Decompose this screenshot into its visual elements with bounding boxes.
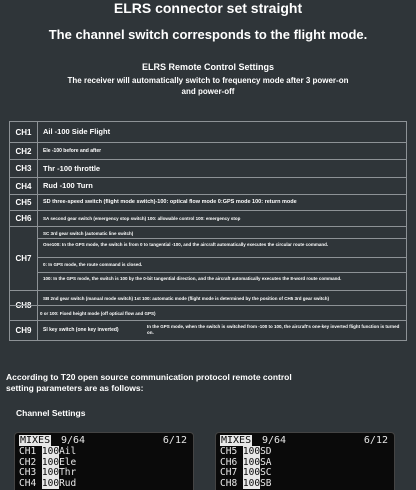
count-indicator: 6/12	[162, 435, 187, 446]
channel-label: CH4	[10, 178, 38, 194]
mix-channel: CH1	[19, 446, 37, 457]
count-indicator: 6/12	[363, 435, 388, 446]
channel-desc: SI key switch (one key inverted)	[43, 327, 119, 333]
channel-desc: Rud -100 Turn	[43, 181, 93, 190]
channel-label: CH2	[10, 143, 38, 159]
channel-label: CH8	[10, 291, 38, 320]
mix-name: Ele	[59, 456, 77, 468]
section-title: ELRS Remote Control Settings	[141, 62, 274, 72]
mix-value: 100	[242, 477, 261, 489]
mix-row	[19, 479, 76, 490]
mixes-label: MIXES	[221, 435, 252, 446]
page-subtitle: The channel switch corresponds to the flight mode.	[48, 27, 368, 42]
channel-sub-row	[38, 257, 406, 272]
page-indicator: 9/64	[61, 435, 86, 446]
channel-label: CH6	[10, 211, 38, 226]
transmitter-screen-right	[215, 432, 395, 490]
mix-name: SB	[260, 477, 272, 489]
page-indicator: 9/64	[262, 435, 287, 446]
mix-name: SA	[260, 456, 272, 468]
mix-name: Rud	[59, 477, 77, 489]
mix-channel: CH2	[19, 456, 37, 468]
protocol-note: According to T20 open source communication protocol remote control setting parameters are as follows:	[6, 372, 292, 393]
table-row	[10, 226, 406, 290]
mix-channel: CH3	[19, 467, 37, 478]
channel-desc-detail: In the GPS mode, when the switch is switched from -100 to 100, the aircraft's one-key inverted flight function is turned on.	[147, 324, 400, 335]
table-row	[10, 177, 406, 194]
channel-desc: SB 2nd gear switch (manual mode switch) 1st 100: automatic mode (flight mode is determined by the position of CH5 3rd gear switch)	[43, 296, 330, 301]
table-row	[10, 142, 406, 159]
mix-channel: CH8	[220, 477, 238, 489]
table-row	[10, 320, 406, 340]
channel-desc: Ail -100 Side Flight	[43, 127, 111, 136]
channel-sub-text: 0 or 100: Fixed height mode (off optical flow and GPS)	[40, 311, 156, 316]
mix-value: 100	[41, 467, 60, 478]
mix-value: 100	[242, 456, 261, 468]
screen-header	[19, 435, 187, 446]
channel-desc: Thr -100 throttle	[43, 164, 101, 173]
table-row	[10, 194, 406, 210]
mix-name: SC	[260, 467, 272, 478]
mix-row	[220, 479, 272, 490]
channel-desc: SD three-speed switch (flight mode switch)-100: optical flow mode 0:GPS mode 100: return mode	[43, 199, 297, 205]
mix-channel: CH4	[19, 477, 37, 489]
channel-sub-text: 100: In the GPS mode, the switch is 100 by the 0-bit tangential direction, and the aircraft automatically executes the 8-word route command.	[43, 276, 342, 281]
section-note: The receiver will automatically switch to frequency mode after 3 power-on and power-off	[67, 76, 349, 96]
channel-sub-row	[38, 272, 406, 291]
channel-desc: Ele -100 before and after	[43, 148, 102, 154]
channel-label: CH3	[10, 160, 38, 177]
mix-value: 100	[41, 446, 60, 457]
channel-label: CH7	[10, 227, 38, 290]
mixes-label: MIXES	[20, 435, 51, 446]
mix-name: Ail	[59, 446, 77, 457]
channel-table	[9, 121, 407, 341]
channel-label: CH5	[10, 195, 38, 210]
mix-value: 100	[41, 456, 60, 468]
table-row	[10, 210, 406, 226]
channel-desc: SA second gear switch (emergency stop switch) 100: allowable control 100: emergency stop	[43, 216, 241, 221]
table-row	[10, 159, 406, 177]
mix-value: 100	[242, 467, 261, 478]
mix-value: 100	[41, 477, 60, 489]
channel-sub-row	[38, 238, 406, 257]
mix-channel: CH7	[220, 467, 238, 478]
mix-channel: CH5	[220, 446, 238, 457]
channel-settings-label: Channel Settings	[16, 408, 86, 418]
mix-channel: CH6	[220, 456, 238, 468]
table-row	[10, 122, 406, 142]
channel-sub-text: One100: In the GPS mode, the switch is from 0 to tangential -100, and the aircraft automatically executes the circular route command.	[43, 242, 329, 247]
mix-value: 100	[242, 446, 261, 457]
channel-sub-row	[10, 305, 406, 321]
mix-name: Thr	[59, 467, 77, 478]
transmitter-screen-left	[14, 432, 194, 490]
screen-header	[220, 435, 388, 446]
mix-name: SD	[260, 446, 272, 457]
channel-desc: SC 3rd gear switch (automatic line switch)	[43, 231, 134, 236]
channel-label: CH9	[10, 321, 38, 340]
table-row	[10, 290, 406, 320]
channel-sub-text: 0: In GPS mode, the route command is closed.	[43, 262, 143, 267]
channel-label: CH1	[10, 122, 38, 142]
page-title: ELRS connector set straight	[113, 0, 303, 16]
